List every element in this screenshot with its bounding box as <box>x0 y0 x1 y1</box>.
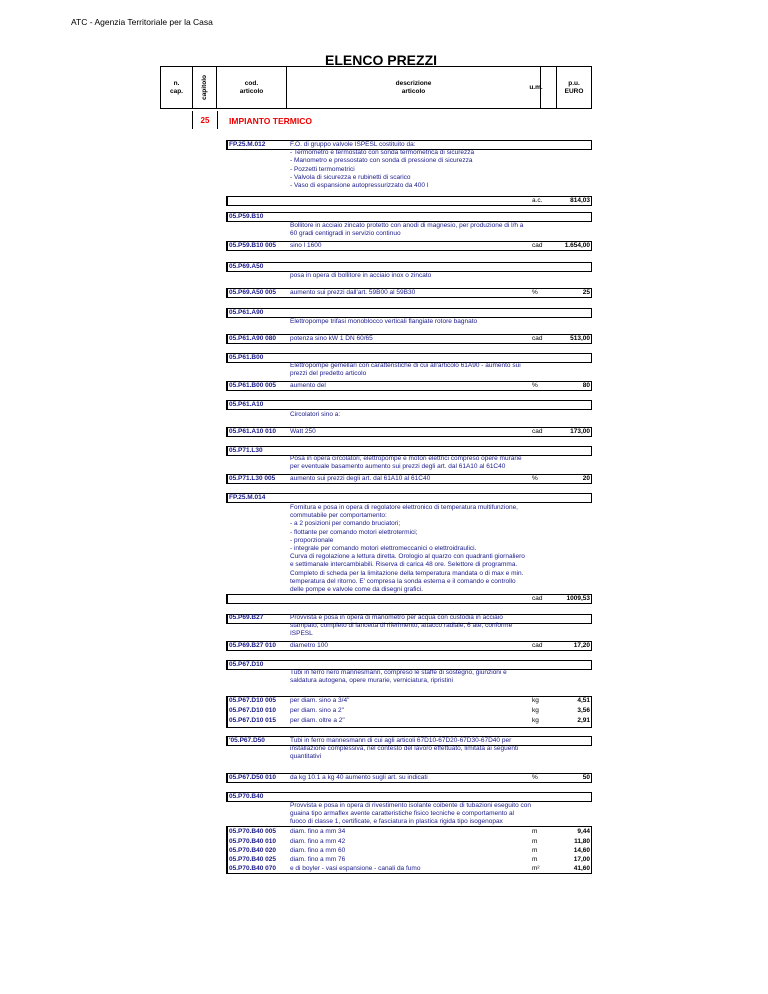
item-price: 14,60 <box>573 847 590 854</box>
item-unit: a.c. <box>532 197 543 204</box>
group-code: 05.P69.A50 <box>229 263 264 270</box>
item-unit: % <box>532 774 538 781</box>
item-price: 3,56 <box>577 707 590 714</box>
item-code: 05.P70.B40 005 <box>229 828 276 835</box>
item-code: 05.P67.D10 010 <box>229 707 276 714</box>
group-description: Bollitore in acciaio zincato protetto con anodi di magnesio, per produzione di l/h a 60 gradi centigradi in servizio continuo <box>290 222 524 238</box>
item-description: aumento sui prezzi degli art. dal 61A10 al 61C40 <box>290 475 431 482</box>
item-description: diam. fino a mm 76 <box>290 856 346 863</box>
item-description: potenza sino kW 1 DN 60/65 <box>290 335 373 342</box>
item-description: da kg 10.1 a kg 40 aumento sugli art. su indicati <box>290 774 428 781</box>
item-description: aumento del <box>290 382 326 389</box>
item-price: 173,00 <box>570 428 590 435</box>
item-price: 41,60 <box>573 865 590 872</box>
item-code: 05.P67.D50 010 <box>229 774 276 781</box>
item-code: 05.P61.A90 080 <box>229 335 276 342</box>
item-code: 05.P59.B10 005 <box>229 242 276 249</box>
item-description: diam. fino a mm 42 <box>290 838 346 845</box>
item-unit: % <box>532 382 538 389</box>
group-description: Tubi in ferro mannesmann di cui agli articoli 67D10-67D20-67D30-67D40 per installazione complessiva, nel contesto del lavoro effettuato, limitata ai seguenti quantitativi <box>290 737 519 761</box>
item-unit: kg <box>532 697 539 704</box>
item-price: 814,03 <box>570 197 590 204</box>
item-unit: kg <box>532 717 539 724</box>
group-code: 05.P61.A90 <box>229 309 264 316</box>
item-price: 20 <box>582 475 590 482</box>
group-code: 05.P69.B27 <box>229 614 264 621</box>
item-code: 05.P69.B27 010 <box>229 642 276 649</box>
item-code: 05.P67.D10 005 <box>229 697 276 704</box>
item-unit: m <box>532 856 538 863</box>
item-price: 17,00 <box>573 856 590 863</box>
group-code: 05.P67.D10 <box>229 661 264 668</box>
group-code: 05.P61.B00 <box>229 354 264 361</box>
item-price: 25 <box>582 289 590 296</box>
item-unit: m <box>532 847 538 854</box>
item-unit: cad <box>532 595 543 602</box>
item-description: per diam. oltre a 2" <box>290 717 345 724</box>
group-code: FP.25.M.014 <box>229 494 266 501</box>
item-unit: % <box>532 289 538 296</box>
item-code: 05.P70.B40 025 <box>229 856 276 863</box>
table-header <box>160 66 592 109</box>
item-description: diam. fino a mm 60 <box>290 847 346 854</box>
item-unit: m <box>532 828 538 835</box>
item-description: aumento sui prezzi dall'art. 59B00 al 59B30 <box>290 289 416 296</box>
group-description: Provvista e posa in opera di rivestimento isolante coibente di tubazioni eseguito con guaina tipo armaflex avente caratteristiche fisico tecniche e comportamento al fuoco di classe 1, certificate, e fasciatura in plastica rigida tipo isogenopax <box>290 802 532 826</box>
chapter-title: IMPIANTO TERMICO <box>229 116 312 126</box>
item-unit: m² <box>532 865 540 872</box>
item-price: 513,00 <box>570 335 590 342</box>
item-unit: % <box>532 475 538 482</box>
item-code: 05.P67.D10 015 <box>229 717 276 724</box>
item-code: 05.P70.B40 020 <box>229 847 276 854</box>
group-code: 05.P71.L30 <box>229 447 263 454</box>
group-code: 05.P70.B40 <box>229 793 264 800</box>
group-description: Elettropompe gemellari con caratteristiche di cui all'articolo 61A90 - aumento sui prezzi del predetto articolo <box>290 362 521 378</box>
group-code: 05.P61.A10 <box>229 401 264 408</box>
group-description: F.O. di gruppo valvole ISPESL costituito da: - Termometro e termostato con sonda termometrica di sicurezza - Manometro e pressostato con sonda di pressione di sicurezza - Pozzetti termometrici - Valvola di sicurezza e rubinetti di scarico - Vaso di espansione autopressurizzato da 400 l <box>290 141 475 190</box>
item-unit: cad <box>532 242 543 249</box>
header-cod-articolo: cod. articolo <box>217 67 287 108</box>
item-description: per diam. sino a 2" <box>290 707 344 714</box>
item-price: 4,51 <box>577 697 590 704</box>
item-unit: kg <box>532 707 539 714</box>
header-pu: p.u. EURO <box>556 67 591 108</box>
item-code: 05.P70.B40 070 <box>229 865 276 872</box>
group-description: posa in opera di bollitore in acciaio inox o zincato <box>290 272 432 279</box>
item-code: 05.P61.A10 010 <box>229 428 276 435</box>
item-code: 05.P61.B00 005 <box>229 382 276 389</box>
item-price: 80 <box>582 382 590 389</box>
item-price: 1009,53 <box>566 595 590 602</box>
header-um: u.m. <box>529 83 543 91</box>
group-description: Fornitura e posa in opera di regolatore elettronico di temperatura multifunzione, commutabile per comportamento: - a 2 posizioni per comando bruciatori; - flottante per comando motori elettrotermici; - proporzionale - integrale per comando motori elettromeccanici o elettroidraulici. Curva di regolazione a lettura diretta. Orologio al quarzo con quadranti giornaliero e settimanale intercambiabili. Riserva di carica 48 ore. Selettore di programma. Completo di scheda per la limitazione della temperatura mandata o di max e min. temperatura del ritorno. E' compresa la sonda esterna e il comando e controllo delle pompe e valvole come da disegni grafici. <box>290 504 525 594</box>
item-code: 05.P69.A50 005 <box>229 289 276 296</box>
group-description: Provvista e posa in opera di manometro per acqua con custodia in acciaio stampato, completo di lancetta di riferimento, attacco radiale, 6 ate, conforme ISPESL <box>290 614 513 638</box>
item-code: 05.P70.B40 010 <box>229 838 276 845</box>
header-descrizione: descrizione articolo <box>287 67 541 108</box>
organization-name: ATC - Agenzia Territoriale per la Casa <box>71 17 213 27</box>
item-description: per diam. sino a 3/4" <box>290 697 350 704</box>
item-description: Watt 250 <box>290 428 316 435</box>
item-description: diametro 100 <box>290 642 328 649</box>
item-description: diam. fino a mm 34 <box>290 828 346 835</box>
group-description: Tubi in ferro nero mannesmann, compreso le staffe di sostegno, giunzioni e saldatura autogena, opere murarie, verniciatura, ripristini <box>290 669 507 685</box>
item-price: 50 <box>582 774 590 781</box>
item-description: sino l 1600 <box>290 242 322 249</box>
group-code: FP.25.M.012 <box>229 141 266 148</box>
item-unit: m <box>532 838 538 845</box>
group-code: '05.P67.D50 <box>229 737 265 744</box>
item-price: 11,80 <box>574 838 590 845</box>
item-price: 9,44 <box>577 828 590 835</box>
header-capitolo: capitolo <box>193 67 217 108</box>
chapter-number: 25 <box>192 111 218 129</box>
item-description: e di boyler - vasi espansione - canali da fumo <box>290 865 421 872</box>
item-price: 1.654,00 <box>564 242 590 249</box>
item-price: 17,20 <box>573 642 590 649</box>
item-code: 05.P71.L30 005 <box>229 475 276 482</box>
group-description: Elettropompe trifasi monoblocco verticali flangiate rotore bagnato <box>290 318 478 325</box>
item-unit: cad <box>532 335 543 342</box>
document-title: ELENCO PREZZI <box>325 52 438 68</box>
group-description: Posa in opera circolatori, elettropompe e motori elettrici compreso opere murarie per eventuale basamento aumento sui prezzi degli art. dal 61A10 al 61C40 <box>290 455 522 471</box>
group-description: Circolatori sino a: <box>290 411 341 418</box>
group-code: 05.P59.B10 <box>229 213 264 220</box>
item-unit: cad <box>532 428 543 435</box>
item-unit: cad <box>532 642 543 649</box>
header-ncap: n. cap. <box>161 67 193 108</box>
item-price: 2,91 <box>577 717 590 724</box>
